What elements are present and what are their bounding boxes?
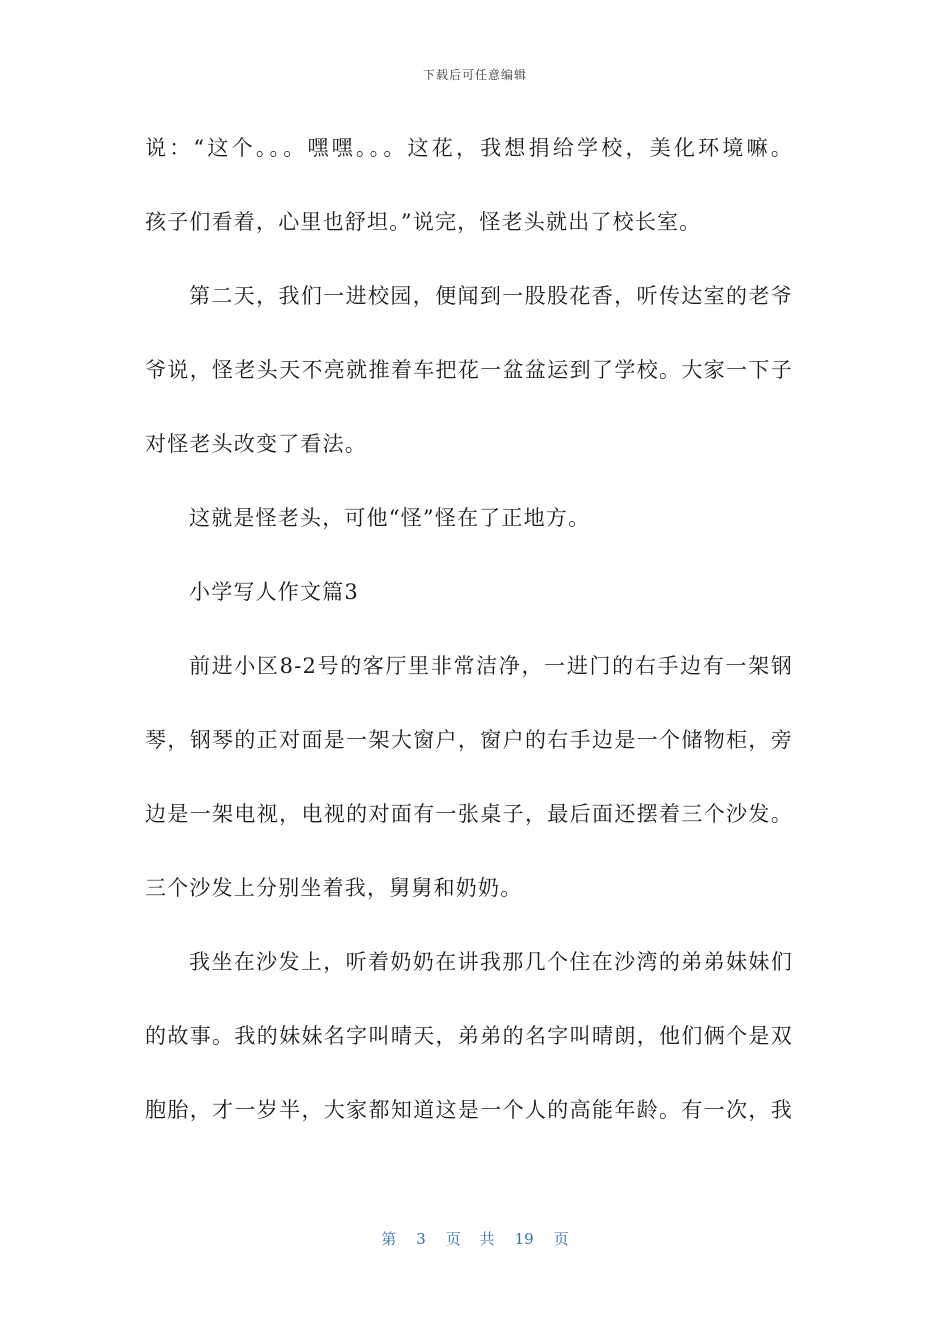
total-pages-number: 19 [514, 1230, 534, 1248]
text-line-5: 对怪老头改变了看法。 [145, 432, 367, 456]
text-line-2: 孩子们看着，心里也舒坦。”说完，怪老头就出了校长室。 [145, 210, 702, 234]
page-header: 下载后可任意编辑 [422, 68, 527, 82]
text-line-8: 前进小区8-2号的客厅里非常洁净，一进门的右手边有一架钢 [189, 654, 793, 678]
text-line-4: 爷说，怪老头天不亮就推着车把花一盆盆运到了学校。大家一下子 [145, 358, 793, 382]
text-line-14: 胞胎，才一岁半，大家都知道这是一个人的高能年龄。有一次，我 [145, 1098, 793, 1122]
document-body [145, 126, 793, 1162]
text-line-1: 说：“这个。。。嘿嘿。。。这花，我想捐给学校，美化环境嘛。 [145, 136, 793, 160]
text-line-6: 这就是怪老头，可他“怪”怪在了正地方。 [189, 506, 591, 530]
text-line-9: 琴，钢琴的正对面是一架大窗户，窗户的右手边是一个储物柜，旁 [145, 728, 793, 752]
footer-suffix: 页 [553, 1230, 569, 1248]
current-page-number: 3 [416, 1230, 426, 1248]
page-footer [0, 1228, 950, 1249]
text-line-11: 三个沙发上分别坐着我，舅舅和奶奶。 [145, 876, 523, 900]
footer-middle: 页 共 [445, 1230, 495, 1248]
text-line-13: 的故事。我的妹妹名字叫晴天，弟弟的名字叫晴朗，他们俩个是双 [145, 1024, 793, 1048]
text-line-12: 我坐在沙发上，听着奶奶在讲我那几个住在沙湾的弟弟妹妹们 [189, 950, 793, 974]
section-heading: 小学写人作文篇3 [189, 580, 359, 604]
text-line-3: 第二天，我们一进校园，便闻到一股股花香，听传达室的老爷 [189, 284, 793, 308]
footer-prefix: 第 [381, 1230, 397, 1248]
text-line-10: 边是一架电视，电视的对面有一张桌子，最后面还摆着三个沙发。 [145, 802, 793, 826]
